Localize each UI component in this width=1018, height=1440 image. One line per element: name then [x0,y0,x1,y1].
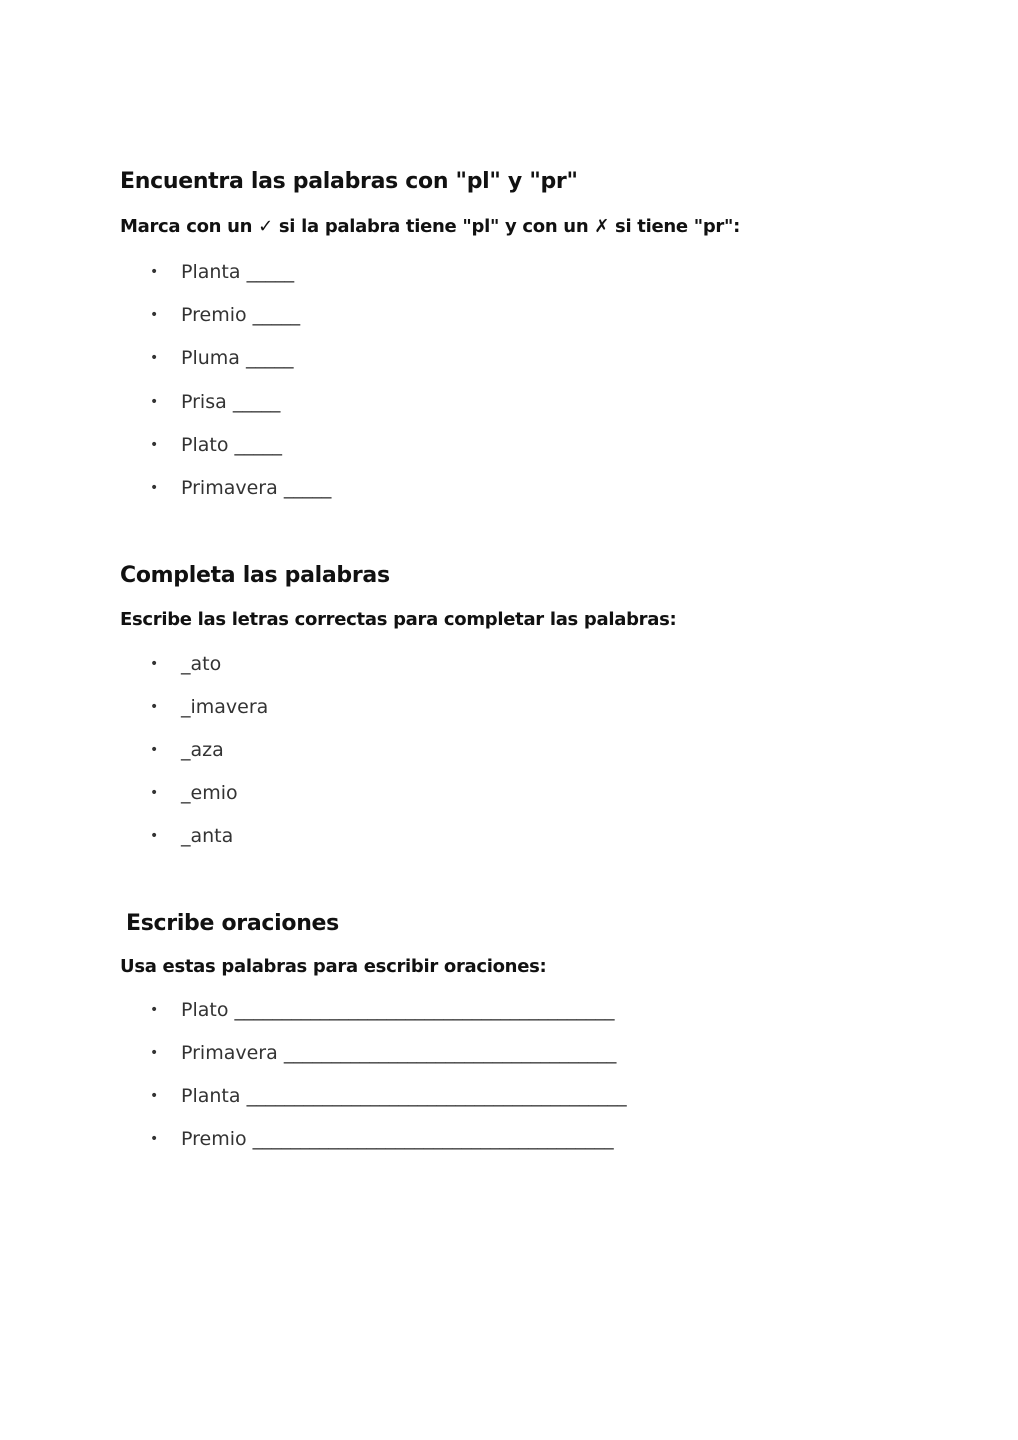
bullet: • [150,350,159,366]
bullet: • [150,656,159,672]
word: Primavera [181,1042,278,1064]
word: Premio [181,304,247,326]
bullet: • [150,1088,159,1104]
bullet: • [150,264,159,280]
section-title-write-sentences: Escribe oraciones [126,911,339,936]
word: Plato [181,999,229,1021]
bullet: • [150,828,159,844]
bullet: • [150,1045,159,1061]
sentence-line[interactable]: ___________________________________ [283,1042,617,1064]
bullet: • [150,699,159,715]
word-to-complete[interactable]: _imavera [181,696,269,718]
section-instruction-complete-words: Escribe las letras correctas para completar las palabras: [120,609,677,630]
answer-blank[interactable]: _____ [232,391,281,413]
answer-blank[interactable]: _____ [252,304,301,326]
answer-blank[interactable]: _____ [246,261,295,283]
bullet: • [150,742,159,758]
word: Pluma [181,347,240,369]
section-title-find-words: Encuentra las palabras con "pl" y "pr" [120,169,578,194]
sentence-line[interactable]: ______________________________________ [252,1128,614,1150]
word: Prisa [181,391,227,413]
bullet: • [150,394,159,410]
word-to-complete[interactable]: _aza [181,739,224,761]
sentence-line[interactable]: ________________________________________ [234,999,615,1021]
word-to-complete[interactable]: _anta [181,825,234,847]
bullet: • [150,307,159,323]
word: Planta [181,1085,241,1107]
section-instruction-write-sentences: Usa estas palabras para escribir oraciones: [120,956,547,977]
word: Planta [181,261,241,283]
word: Plato [181,434,229,456]
sentence-line[interactable]: ________________________________________ [246,1085,627,1107]
bullet: • [150,480,159,496]
answer-blank[interactable]: _____ [245,347,294,369]
bullet: • [150,785,159,801]
bullet: • [150,1131,159,1147]
bullet: • [150,437,159,453]
answer-blank[interactable]: _____ [234,434,283,456]
word: Premio [181,1128,247,1150]
section-instruction-find-words: Marca con un ✓ si la palabra tiene "pl" y con un ✗ si tiene "pr": [120,216,740,237]
section-title-complete-words: Completa las palabras [120,563,390,588]
answer-blank[interactable]: _____ [283,477,332,499]
bullet: • [150,1002,159,1018]
word: Primavera [181,477,278,499]
word-to-complete[interactable]: _emio [181,782,238,804]
word-to-complete[interactable]: _ato [181,653,222,675]
